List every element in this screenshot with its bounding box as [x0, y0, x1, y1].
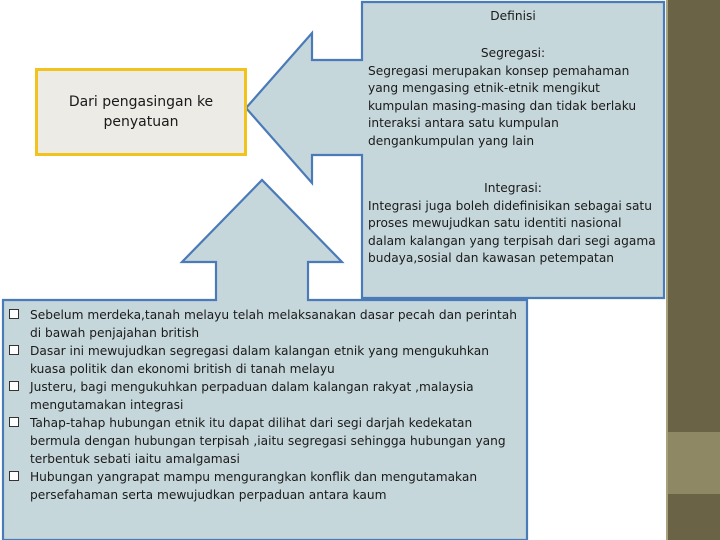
checkbox-bullet-icon [9, 417, 19, 427]
integrasi-heading: Integrasi: [484, 181, 542, 195]
segregasi-text: Segregasi merupakan konsep pemahaman yang mengasing etnik-etnik mengikut kumpulan masing-masing dan tidak berlaku interaksi antara satu kumpulan dengankumpulan yang lain [368, 63, 637, 148]
bullet-list [8, 306, 523, 504]
bullet-text: Tahap-tahap hubungan etnik itu dapat dilihat dari segi darjah kedekatan bermula dengan hubungan terpisah ,iaitu segregasi sehingga hubungan yang terbentuk sebati iaitu amalgamasi [30, 416, 506, 466]
bullet-item [8, 468, 523, 504]
source-box [35, 68, 247, 156]
checkbox-bullet-icon [9, 381, 19, 391]
integrasi-block [368, 180, 658, 268]
bullet-text: Hubungan yangrapat mampu mengurangkan konflik dan mengutamakan persefahaman serta mewujudkan perpaduan antara kaum [30, 470, 478, 502]
checkbox-bullet-icon [9, 471, 19, 481]
bullet-text: Sebelum merdeka,tanah melayu telah melaksanakan dasar pecah dan perintah di bawah penjajahan british [30, 308, 517, 340]
bullet-text: Dasar ini mewujudkan segregasi dalam kalangan etnik yang mengukuhkan kuasa politik dan ekonomi british di tanah melayu [30, 344, 489, 376]
segregasi-heading: Segregasi: [480, 46, 546, 60]
bullet-item [8, 414, 523, 468]
definition-panel [362, 2, 664, 298]
bullet-item [8, 306, 523, 342]
bullet-text: Justeru, bagi mengukuhkan perpaduan dalam kalangan rakyat ,malaysia mengutamakan integrasi [30, 380, 474, 412]
bullet-item [8, 342, 523, 378]
definition-title: Definisi [490, 9, 536, 23]
checkbox-bullet-icon [9, 309, 19, 319]
bullet-item [8, 378, 523, 414]
checkbox-bullet-icon [9, 345, 19, 355]
source-box-text: Dari pengasingan ke penyatuan [68, 94, 214, 130]
integrasi-text: Integrasi juga boleh didefinisikan sebagai satu proses mewujudkan satu identiti nasional dalam kalangan yang terpisah dari segi agama budaya,sosial dan kawasan petempatan [368, 198, 656, 265]
segregasi-block [368, 45, 658, 150]
